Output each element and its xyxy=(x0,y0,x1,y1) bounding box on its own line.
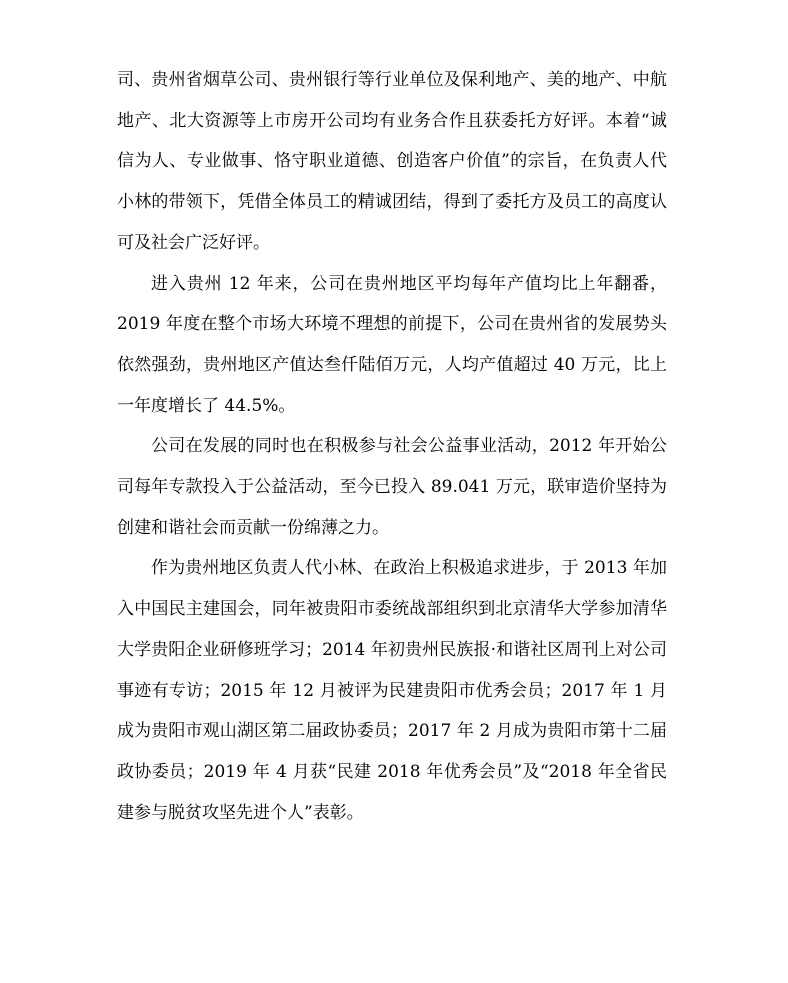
paragraph-2: 进入贵州 12 年来，公司在贵州地区平均每年产值均比上年翻番，2019 年度在整个市场大环境不理想的前提下，公司在贵州省的发展势头依然强劲，贵州地区产值达叁仟陆佰万元，人均产值超过 40 万元，比上一年度增长了 44.5%。 xyxy=(117,273,667,416)
document-body xyxy=(117,60,667,833)
paragraph-1: 司、贵州省烟草公司、贵州银行等行业单位及保利地产、美的地产、中航地产、北大资源等上市房开公司均有业务合作且获委托方好评。本着“诚信为人、专业做事、恪守职业道德、创造客户价值”的宗旨，在负责人代小林的带领下，凭借全体员工的精诚团结，得到了委托方及员工的高度认可及社会广泛好评。 xyxy=(117,70,667,253)
paragraph-3: 公司在发展的同时也在积极参与社会公益事业活动，2012 年开始公司每年专款投入于公益活动，至今已投入 89.041 万元，联审造价坚持为创建和谐社会而贡献一份绵薄之力。 xyxy=(117,436,667,538)
paragraph-4: 作为贵州地区负责人代小林、在政治上积极追求进步，于 2013 年加入中国民主建国会，同年被贵阳市委统战部组织到北京清华大学参加清华大学贵阳企业研修班学习；2014 年初贵州民族报·和谐社区周刊上对公司事迹有专访；2015 年 12 月被评为民建贵阳市优秀会员；2017 年 1 月成为贵阳市观山湖区第二届政协委员；2017 年 2 月成为贵阳市第十二届政协委员；2019 年 4 月获“民建 2018 年优秀会员”及“2018 年全省民建参与脱贫攻坚先进个人”表彰。 xyxy=(117,558,667,823)
